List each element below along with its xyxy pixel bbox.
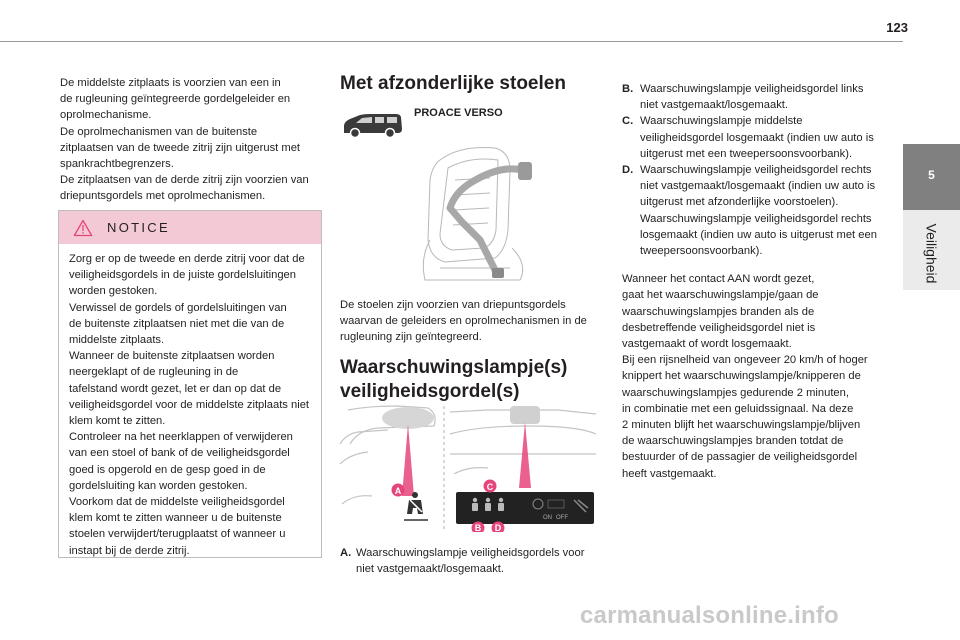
legend-item-d xyxy=(622,162,886,259)
watermark: carmanualsonline.info xyxy=(580,602,839,629)
legend-letter: A. xyxy=(340,547,352,559)
van-icon xyxy=(340,113,404,139)
legend-item-a xyxy=(340,545,602,577)
section-title: Veiligheid xyxy=(923,223,940,284)
legend-letter: C. xyxy=(622,115,634,128)
section-number: 5 xyxy=(928,168,935,182)
svg-text:OFF: OFF xyxy=(556,515,568,521)
page-number: 123 xyxy=(886,20,908,35)
intro-text xyxy=(60,75,320,205)
svg-text:D: D xyxy=(494,523,502,532)
section-heading-warning-lamps: Waarschuwingslampje(s) veiligheidsgordel(s) xyxy=(340,357,568,402)
svg-text:ON: ON xyxy=(543,515,552,521)
svg-text:C: C xyxy=(486,482,494,492)
intro-paragraph: De middelste zitplaats is voorzien van een in de rugleuning geïntegreerde gordelgeleider en oprolmechanisme. De oprolmechanismen van de buitenste zitplaatsen van de tweede zitrij zijn uitgerust met spankrachtbegrenzers. De zitplaatsen van de derde zitrij zijn voorzien van driepuntsgordels met oprolmechanismen. xyxy=(60,77,309,203)
legend-item-c xyxy=(622,113,886,162)
seatbelt-warning-icon-a xyxy=(404,492,428,520)
legend-letter: D. xyxy=(622,164,634,177)
legend-text: Waarschuwingslampje veiligheidsgordels voor niet vastgemaakt/losgemaakt. xyxy=(356,547,585,576)
legend-text: Waarschuwingslampje middelste veiligheidsgordel losgemaakt (indien uw auto is uitgerust met een tweepersoonsvoorbank). xyxy=(640,115,874,160)
warning-triangle-icon xyxy=(73,219,93,237)
notice-title: NOTICE xyxy=(107,220,170,235)
panel-seatbelt-icons xyxy=(472,498,504,511)
seat-belt-illustration xyxy=(400,140,550,290)
model-label: PROACE VERSO xyxy=(414,107,503,119)
legend-text: Waarschuwingslampje veiligheidsgordel rechts niet vastgemaakt/losgemaakt (indien uw auto is uitgerust met afzonderlijke voorstoelen). Waarschuwingslampje veiligheidsgordel rechts losgemaakt (indien uw auto is uitgerust met een tweepersoonsvoorbank). xyxy=(640,164,877,258)
header-rule xyxy=(0,41,903,42)
legend-text: Waarschuwingslampje veiligheidsgordel links niet vastgemaakt/losgemaakt. xyxy=(640,83,864,112)
notice-text: Zorg er op de tweede en derde zitrij voor dat de veiligheidsgordels in de juiste gordelsluitingen worden gestoken. Verwissel de gordels of gordelsluitingen van de buitenste zitplaatsen niet met die van de middelste zitplaats. Wanneer de buitenste zitplaatsen worden neergeklapt of de rugleuning in de tafelstand wordt gezet, let er dan op dat de veiligheidsgordel voor de middelste zitplaats niet klem komt te zitten. Controleer na het neerklappen of verwijderen van een stoel of bank of de veiligheidsgordel goed is opgerold en de gesp goed in de gordelsluiting kan worden gestoken. Voorkom dat de middelste veiligheidsgordel klem komt te zitten wanneer u de buitenste stoelen verwijdert/terugplaatst of wanneer u instapt bij de derde zitrij. xyxy=(69,253,310,557)
legend-item-b xyxy=(622,81,886,113)
notice-box xyxy=(58,210,322,558)
svg-text:B: B xyxy=(474,523,482,532)
warning-lamp-illustration xyxy=(338,404,600,532)
warning-behaviour-text: Wanneer het contact AAN wordt gezet, gaat het waarschuwingslampje/gaan de waarschuwingslampjes branden als de desbetreffende veiligheidsgordel niet is vastgemaakt of wordt losgemaakt. Bij een rijsnelheid van ongeveer 20 km/h of hoger knippert het waarschuwingslampje/knipperen de waarschuwingslampjes gedurende 2 minuten, in combinatie met een geluidssignaal. Na deze 2 minuten blijft het waarschuwingslampje/blijven de waarschuwingslampjes branden totdat de bestuurder of de passagier de veiligheidsgordel heeft vastgemaakt. xyxy=(622,273,868,480)
legend-column xyxy=(622,81,886,482)
seats-description: De stoelen zijn voorzien van driepuntsgordels waarvan de geleiders en oprolmechanismen in de rugleuning zijn geïntegreerd. xyxy=(340,299,587,344)
svg-text:A: A xyxy=(394,486,402,496)
notice-header xyxy=(59,211,321,244)
legend-letter: B. xyxy=(622,83,634,95)
section-heading-separate-seats: Met afzonderlijke stoelen xyxy=(340,73,566,94)
